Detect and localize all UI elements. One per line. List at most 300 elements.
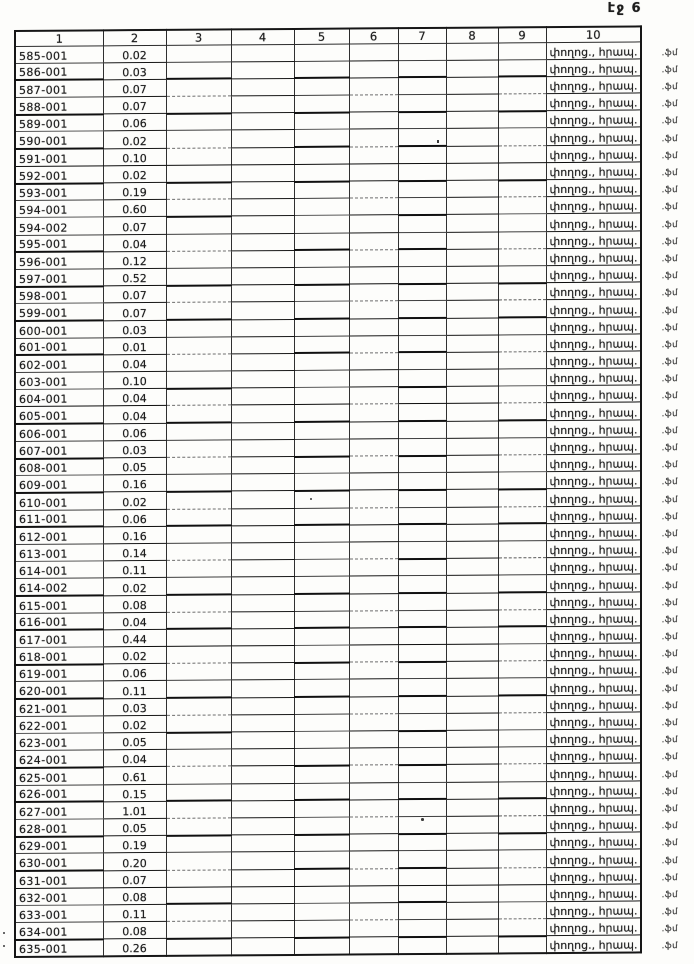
cell-empty-9 (498, 403, 546, 421)
cell-empty-4 (231, 439, 294, 457)
street-note-text: փողոց., հրապ. (549, 337, 638, 351)
cell-empty-8 (446, 489, 498, 507)
cell-empty-8 (446, 627, 498, 645)
cell-empty-6 (349, 387, 398, 405)
cell-empty-7 (398, 369, 446, 387)
cell-empty-3 (166, 938, 231, 956)
cell-empty-7 (398, 885, 446, 903)
cell-parcel-id: 610-001 (15, 492, 103, 510)
cell-empty-3 (166, 199, 231, 217)
cell-empty-9 (498, 609, 546, 627)
cell-empty-8 (446, 438, 498, 456)
cell-empty-6 (349, 713, 398, 731)
margin-smudge-mark: .ֆմ (661, 288, 678, 299)
cell-empty-4 (231, 61, 294, 79)
cell-area-value: 0.02 (103, 715, 166, 733)
cell-area-value: 0.16 (103, 475, 166, 493)
cell-empty-8 (446, 283, 498, 301)
cell-empty-6 (349, 198, 398, 216)
cell-street-note (546, 213, 678, 231)
cell-empty-6 (349, 490, 398, 508)
street-note-text: փողոց., հրապ. (549, 79, 638, 94)
cell-empty-9 (498, 695, 546, 713)
cell-parcel-id: 594-001 (15, 200, 103, 218)
margin-smudge-mark: .ֆմ (661, 769, 678, 780)
cell-empty-7 (398, 180, 446, 198)
cell-street-note (546, 316, 678, 334)
street-note-text: փողոց., հրապ. (549, 302, 638, 317)
cell-empty-3 (166, 45, 231, 62)
cell-street-note (546, 42, 678, 59)
cell-area-value: 0.05 (103, 457, 166, 475)
cell-empty-5 (294, 834, 349, 852)
cell-empty-5 (294, 817, 349, 835)
cell-empty-9 (498, 901, 546, 919)
cell-empty-6 (349, 679, 398, 697)
cell-area-value: 0.04 (103, 234, 166, 252)
cell-empty-9 (498, 300, 546, 318)
cell-parcel-id: 612-001 (15, 527, 103, 545)
cell-empty-3 (166, 732, 231, 750)
cell-empty-7 (398, 215, 446, 233)
cell-empty-6 (349, 559, 398, 577)
cell-street-note (546, 557, 678, 575)
cell-area-value: 0.15 (103, 784, 166, 802)
cell-empty-8 (446, 60, 498, 78)
street-note-text: փողոց., հրապ. (549, 852, 638, 867)
cell-empty-6 (349, 868, 398, 886)
street-note-text: փողոց., հրապ. (549, 543, 638, 558)
cell-empty-9 (498, 197, 546, 215)
cell-empty-3 (166, 182, 231, 200)
cell-parcel-id: 632-001 (15, 888, 103, 906)
cell-empty-5 (294, 336, 349, 354)
cell-empty-5 (294, 783, 349, 801)
cell-empty-6 (349, 885, 398, 903)
cell-empty-6 (349, 146, 398, 164)
cell-empty-8 (446, 386, 498, 404)
cell-empty-4 (231, 714, 294, 732)
margin-smudge-mark: .ֆմ (661, 529, 678, 540)
cell-parcel-id: 585-001 (15, 46, 103, 63)
cell-empty-4 (231, 594, 294, 612)
cell-street-note (546, 179, 678, 197)
cell-empty-6 (349, 645, 398, 663)
scan-artifact (310, 498, 312, 500)
cell-parcel-id: 623-001 (15, 733, 103, 751)
cell-empty-6 (349, 456, 398, 474)
cell-empty-3 (166, 612, 231, 630)
cell-empty-7 (398, 232, 446, 250)
cell-empty-8 (446, 111, 498, 129)
cell-street-note (546, 59, 678, 77)
cell-area-value: 0.01 (103, 337, 166, 355)
cell-empty-3 (166, 130, 231, 148)
cell-empty-3 (166, 371, 231, 389)
cell-empty-7 (398, 713, 446, 731)
column-header-2: 2 (103, 30, 166, 46)
cell-street-note (546, 901, 678, 919)
cell-empty-3 (166, 337, 231, 355)
cell-empty-4 (231, 371, 294, 389)
cell-area-value: 0.19 (103, 182, 166, 200)
cell-area-value: 0.07 (103, 870, 166, 888)
cell-area-value: 0.07 (103, 79, 166, 97)
cell-empty-3 (166, 388, 231, 406)
scanned-table-region (14, 25, 678, 958)
cell-empty-5 (294, 233, 349, 251)
cell-empty-6 (349, 301, 398, 319)
cell-empty-7 (398, 902, 446, 920)
cell-empty-4 (231, 267, 294, 285)
cell-empty-9 (498, 334, 546, 352)
cell-empty-7 (398, 266, 446, 284)
cell-empty-6 (349, 353, 398, 371)
cell-empty-6 (349, 60, 398, 78)
cell-empty-3 (166, 904, 231, 922)
cell-empty-7 (398, 833, 446, 851)
margin-smudge-mark: .ֆմ (661, 219, 678, 230)
cell-area-value: 0.12 (103, 251, 166, 269)
cell-empty-6 (349, 851, 398, 869)
cell-empty-8 (446, 592, 498, 610)
margin-smudge-mark: .ֆմ (661, 357, 678, 368)
cell-empty-9 (498, 867, 546, 885)
cell-street-note (546, 540, 678, 558)
cell-street-note (546, 437, 678, 455)
cell-empty-5 (294, 473, 349, 491)
margin-smudge-mark: .ֆմ (661, 477, 678, 488)
street-note-text: փողոց., հրապ. (549, 801, 638, 816)
cell-empty-9 (498, 730, 546, 748)
cell-empty-5 (294, 44, 349, 61)
cell-empty-5 (294, 370, 349, 388)
cell-empty-8 (446, 816, 498, 834)
cell-street-note (546, 643, 678, 661)
cell-empty-6 (349, 817, 398, 835)
cell-empty-6 (349, 920, 398, 938)
cell-empty-8 (446, 214, 498, 232)
cell-street-note (546, 265, 678, 283)
cell-empty-9 (498, 266, 546, 284)
cell-empty-7 (398, 851, 446, 869)
page-number-label: էջ 6 (607, 1, 642, 16)
cell-empty-7 (398, 799, 446, 817)
cell-empty-5 (294, 250, 349, 268)
cell-empty-7 (398, 679, 446, 697)
cell-empty-5 (294, 198, 349, 216)
cell-empty-4 (231, 164, 294, 182)
cell-empty-9 (498, 472, 546, 490)
cell-empty-8 (446, 936, 498, 954)
cell-empty-3 (166, 405, 231, 423)
cell-empty-6 (349, 181, 398, 199)
cell-empty-9 (498, 936, 546, 954)
cell-empty-8 (446, 249, 498, 267)
cell-empty-8 (446, 232, 498, 250)
cell-empty-4 (231, 525, 294, 543)
cell-empty-5 (294, 576, 349, 594)
cell-area-value: 0.06 (103, 114, 166, 132)
cell-empty-4 (231, 181, 294, 199)
cell-street-note (546, 918, 678, 936)
margin-smudge-mark: .ֆմ (661, 202, 678, 213)
street-note-text: փողոց., հրապ. (549, 165, 638, 180)
cell-empty-4 (231, 817, 294, 835)
cell-empty-6 (349, 335, 398, 353)
cell-street-note (546, 420, 678, 438)
cell-empty-3 (166, 440, 231, 458)
cell-empty-8 (446, 764, 498, 782)
street-note-text: փողոց., հրապ. (549, 182, 638, 197)
cell-parcel-id: 630-001 (15, 853, 103, 871)
cell-empty-8 (446, 713, 498, 731)
cell-street-note (546, 729, 678, 747)
cell-empty-8 (446, 867, 498, 885)
cell-empty-5 (294, 61, 349, 79)
margin-smudge-mark: .ֆմ (661, 494, 678, 505)
cell-empty-9 (498, 76, 546, 94)
cell-parcel-id: 606-001 (15, 423, 103, 441)
cell-empty-6 (349, 748, 398, 766)
cell-area-value: 0.04 (103, 389, 166, 407)
cell-empty-6 (349, 129, 398, 147)
cell-empty-7 (398, 301, 446, 319)
cell-empty-8 (446, 610, 498, 628)
cell-empty-5 (294, 886, 349, 904)
street-note-text: փողոց., հրապ. (549, 904, 638, 919)
cell-empty-5 (294, 611, 349, 629)
cell-empty-4 (231, 319, 294, 337)
cell-empty-4 (231, 199, 294, 217)
cell-parcel-id: 608-001 (15, 458, 103, 476)
cell-empty-3 (166, 629, 231, 647)
cell-parcel-id: 611-001 (15, 509, 103, 527)
cell-empty-5 (294, 284, 349, 302)
cell-empty-4 (231, 96, 294, 114)
cell-empty-5 (294, 628, 349, 646)
cell-empty-9 (498, 919, 546, 937)
cell-empty-5 (294, 508, 349, 526)
cell-empty-5 (294, 422, 349, 440)
column-header-6: 6 (349, 28, 398, 44)
margin-smudge-mark: .ֆմ (661, 511, 678, 523)
street-note-text: փողոց., հրապ. (549, 612, 638, 626)
cell-empty-4 (231, 680, 294, 698)
cell-empty-9 (498, 816, 546, 834)
cell-empty-7 (398, 765, 446, 783)
cell-empty-6 (349, 163, 398, 181)
margin-smudge-mark: .ֆմ (661, 391, 678, 402)
cell-area-value: 0.03 (103, 62, 166, 80)
cell-area-value: 0.06 (103, 664, 166, 682)
cell-empty-4 (231, 302, 294, 320)
street-note-text: փողոց., հրապ. (549, 818, 638, 833)
cell-empty-8 (446, 541, 498, 559)
cell-empty-3 (166, 526, 231, 544)
cell-empty-6 (349, 782, 398, 800)
cell-empty-4 (231, 852, 294, 870)
cell-empty-3 (166, 319, 231, 337)
cell-empty-9 (498, 369, 546, 387)
cell-parcel-id: 627-001 (15, 802, 103, 820)
cell-empty-4 (231, 886, 294, 904)
table-row (15, 935, 641, 957)
margin-smudge-mark: .ֆմ (661, 597, 678, 608)
cell-empty-8 (446, 644, 498, 662)
cell-area-value: 0.04 (103, 406, 166, 424)
cell-area-value: 0.07 (103, 217, 166, 235)
cell-empty-9 (498, 764, 546, 782)
cell-street-note (546, 368, 678, 386)
cell-empty-9 (498, 781, 546, 799)
cell-empty-4 (231, 542, 294, 560)
margin-smudge-mark: .ֆմ (661, 168, 678, 179)
cell-parcel-id: 595-001 (15, 234, 103, 252)
cell-street-note (546, 471, 678, 489)
street-note-text: փողոց., հրապ. (549, 491, 638, 506)
cell-area-value: 0.02 (103, 131, 166, 149)
cell-empty-5 (294, 112, 349, 130)
cell-parcel-id: 622-001 (15, 716, 103, 734)
cell-empty-7 (398, 473, 446, 491)
street-note-text: փողոց., հրապ. (549, 234, 638, 248)
cell-area-value: 0.52 (103, 268, 166, 286)
street-note-text: փողոց., հրապ. (549, 440, 638, 455)
cell-empty-5 (294, 525, 349, 543)
cell-empty-4 (231, 216, 294, 234)
cell-empty-8 (446, 902, 498, 920)
cell-empty-4 (231, 491, 294, 509)
margin-smudge-mark: .ֆմ (661, 890, 678, 901)
cell-empty-9 (498, 558, 546, 576)
cell-empty-9 (498, 214, 546, 232)
cell-empty-5 (294, 645, 349, 663)
cell-empty-5 (294, 164, 349, 182)
cell-area-value: 0.11 (103, 904, 166, 922)
cell-empty-4 (231, 353, 294, 371)
margin-smudge-mark: .ֆմ (661, 322, 678, 333)
cell-empty-7 (398, 421, 446, 439)
cell-empty-3 (166, 79, 231, 97)
cell-empty-6 (349, 95, 398, 113)
street-note-text: փողոց., հրապ. (549, 113, 638, 128)
cell-empty-9 (498, 162, 546, 180)
cell-empty-5 (294, 662, 349, 680)
margin-smudge-mark: .ֆմ (661, 580, 678, 591)
cell-street-note (546, 230, 678, 248)
cell-area-value: 0.08 (103, 595, 166, 613)
margin-smudge-mark: .ֆմ (661, 305, 678, 316)
cell-empty-6 (349, 628, 398, 646)
cell-empty-9 (498, 541, 546, 559)
cell-empty-5 (294, 215, 349, 233)
cell-empty-5 (294, 559, 349, 577)
cell-empty-8 (446, 919, 498, 937)
cell-empty-6 (349, 542, 398, 560)
cell-empty-7 (398, 524, 446, 542)
margin-smudge-mark: .ֆմ (661, 649, 678, 660)
cell-empty-5 (294, 353, 349, 371)
cell-area-value: 0.10 (103, 148, 166, 166)
cell-parcel-id: 617-001 (15, 630, 103, 648)
margin-smudge-mark: .ֆմ (661, 443, 678, 454)
cell-area-value: 0.07 (103, 303, 166, 321)
cell-parcel-id: 587-001 (15, 80, 103, 98)
cell-empty-6 (349, 903, 398, 921)
street-note-text: փողոց., հրապ. (549, 474, 638, 489)
column-header-1: 1 (15, 30, 103, 46)
cell-street-note (546, 609, 678, 627)
cell-empty-5 (294, 937, 349, 955)
cell-empty-4 (231, 147, 294, 165)
street-note-text: փողոց., հրապ. (549, 835, 638, 850)
cell-area-value: 0.03 (103, 440, 166, 458)
cell-empty-8 (446, 266, 498, 284)
cell-parcel-id: 599-001 (15, 303, 103, 321)
margin-smudge-mark: .ֆմ (661, 408, 678, 419)
cell-empty-9 (498, 180, 546, 198)
cell-street-note (546, 385, 678, 403)
cell-empty-4 (231, 835, 294, 853)
cell-empty-9 (498, 798, 546, 816)
street-note-text: փողոց., հրապ. (549, 646, 638, 661)
cell-street-note (546, 299, 678, 317)
cell-street-note (546, 523, 678, 541)
cell-empty-7 (398, 868, 446, 886)
cell-empty-9 (498, 111, 546, 129)
cell-street-note (546, 196, 678, 214)
cell-empty-3 (166, 165, 231, 183)
street-note-text: փողոց., հրապ. (549, 560, 638, 575)
column-header-10: 10 (546, 26, 641, 42)
cell-empty-3 (166, 698, 231, 716)
cell-empty-9 (498, 575, 546, 593)
cell-street-note (546, 746, 678, 764)
cell-empty-5 (294, 851, 349, 869)
cell-area-value: 0.05 (103, 818, 166, 836)
cell-empty-7 (398, 438, 446, 456)
cell-empty-5 (294, 920, 349, 938)
margin-smudge-mark: .ֆմ (661, 941, 678, 952)
cell-empty-5 (294, 147, 349, 165)
cell-empty-6 (349, 249, 398, 267)
cell-area-value: 0.06 (103, 509, 166, 527)
cell-empty-6 (349, 799, 398, 817)
cell-street-note (546, 780, 678, 798)
margin-smudge-mark: .ֆմ (661, 236, 678, 248)
cell-empty-7 (398, 558, 446, 576)
cell-empty-5 (294, 903, 349, 921)
cell-empty-5 (294, 697, 349, 715)
cell-empty-8 (446, 455, 498, 473)
cell-empty-7 (398, 335, 446, 353)
cell-empty-8 (446, 300, 498, 318)
street-note-text: փողոց., հրապ. (549, 921, 638, 936)
cell-area-value: 0.02 (103, 646, 166, 664)
margin-smudge-mark: .ֆմ (661, 47, 678, 58)
cell-empty-9 (498, 317, 546, 335)
cell-parcel-id: 614-002 (15, 578, 103, 596)
street-note-text: փողոց., հրապ. (549, 887, 638, 901)
cell-parcel-id: 589-001 (15, 114, 103, 132)
cell-parcel-id: 588-001 (15, 97, 103, 115)
cell-empty-9 (498, 523, 546, 541)
street-note-text: փողոց., հրապ. (549, 62, 638, 76)
cell-empty-8 (446, 94, 498, 112)
margin-smudge-mark: .ֆմ (661, 340, 678, 351)
column-header-9: 9 (498, 27, 546, 43)
